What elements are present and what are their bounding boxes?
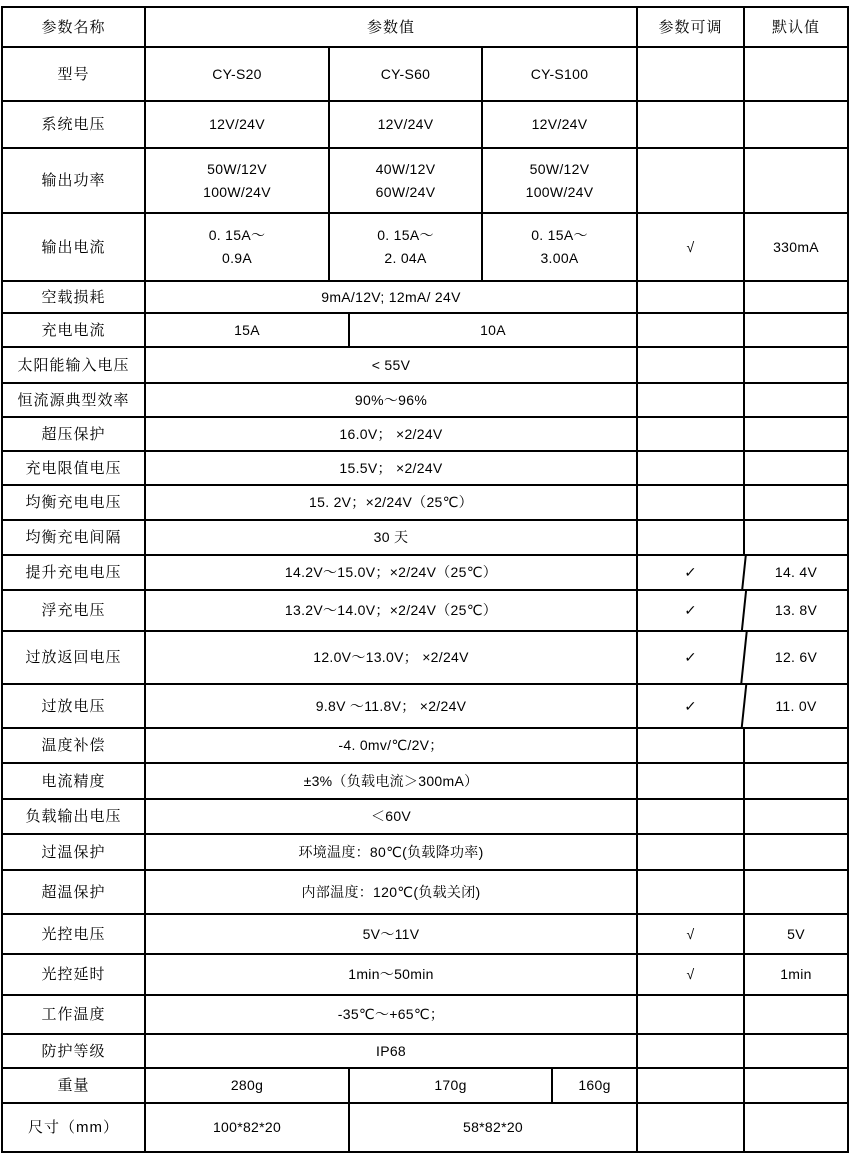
cell-param: 尺寸（mm） <box>3 1104 146 1151</box>
cell-default <box>745 348 847 382</box>
cell-param: 光控延时 <box>3 955 146 994</box>
table-row <box>3 1104 847 1151</box>
cell-param: 过放电压 <box>3 685 146 727</box>
cell-value-model-2 <box>330 149 483 212</box>
table-row <box>3 764 847 800</box>
cell-line: 100W/24V <box>203 183 271 200</box>
cell-adjustable <box>638 764 745 798</box>
cell-value-2: 10A <box>350 314 638 346</box>
cell-param: 输出功率 <box>3 149 146 212</box>
cell-value: 15. 2V；×2/24V（25℃） <box>146 486 638 519</box>
table-row <box>3 835 847 871</box>
cell-line: 40W/12V <box>375 160 436 177</box>
cell-default <box>745 149 847 212</box>
cell-adjustable: ✓ <box>636 556 746 589</box>
cell-default: 14. 4V <box>774 564 818 580</box>
table-row <box>3 685 847 729</box>
cell-param: 型号 <box>3 48 146 100</box>
cell-param: 系统电压 <box>3 102 146 147</box>
cell-default <box>745 996 847 1033</box>
cell-value-model-1: CY-S20 <box>146 48 330 100</box>
cell-default <box>745 764 847 798</box>
cell-value-2: 58*82*20 <box>350 1104 638 1151</box>
cell-value-model-3 <box>483 149 638 212</box>
cell-value-1: 15A <box>146 314 350 346</box>
cell-value: 12.0V～13.0V； ×2/24V <box>146 632 638 683</box>
cell-adjustable <box>638 384 745 416</box>
cell-default: 12. 6V <box>774 649 818 665</box>
table-row <box>3 48 847 102</box>
table-row <box>3 800 847 835</box>
cell-default <box>745 1104 847 1151</box>
cell-param: 充电限值电压 <box>3 452 146 484</box>
cell-adjustable: √ <box>638 955 745 994</box>
cell-param: 空载损耗 <box>3 282 146 312</box>
cell-param: 光控电压 <box>3 915 146 953</box>
table-row <box>3 384 847 418</box>
table-row <box>3 915 847 955</box>
cell-adjustable <box>638 452 745 484</box>
cell-param: 太阳能输入电压 <box>3 348 146 382</box>
cell-adjustable <box>638 102 745 147</box>
table-row <box>3 871 847 915</box>
table-row <box>3 556 847 591</box>
parameters-table <box>1 6 849 1153</box>
cell-line: 50W/12V <box>529 160 590 177</box>
cell-param: 过温保护 <box>3 835 146 869</box>
cell-value-1: 100*82*20 <box>146 1104 350 1151</box>
cell-value-model-2: CY-S60 <box>330 48 483 100</box>
cell-line: 0. 15A～ <box>531 227 588 243</box>
table-row <box>3 955 847 996</box>
table-row <box>3 1035 847 1069</box>
cell-default <box>745 521 847 554</box>
cell-value-model-1 <box>146 149 330 212</box>
cell-value-model-3 <box>483 214 638 280</box>
cell-value: 内部温度：120℃(负载关闭) <box>146 871 638 913</box>
cell-value-2: 170g <box>350 1069 553 1102</box>
cell-param: 均衡充电电压 <box>3 486 146 519</box>
cell-default <box>745 871 847 913</box>
cell-adjustable: √ <box>638 915 745 953</box>
cell-value-model-2: 12V/24V <box>330 102 483 147</box>
cell-param: 均衡充电间隔 <box>3 521 146 554</box>
cell-adjustable <box>638 418 745 450</box>
cell-value: 13.2V～14.0V；×2/24V（25℃） <box>146 591 638 630</box>
cell-line: 3.00A <box>540 250 579 266</box>
cell-adjustable: ✓ <box>636 591 747 630</box>
cell-adjustable <box>638 800 745 833</box>
cell-default <box>745 1035 847 1067</box>
cell-adjustable <box>638 1069 745 1102</box>
cell-value: 5V～11V <box>146 915 638 953</box>
cell-default: 5V <box>787 925 805 942</box>
cell-param: 过放返回电压 <box>3 632 146 683</box>
cell-value: 1min～50min <box>146 955 638 994</box>
cell-adjustable <box>638 1104 745 1151</box>
cell-adjustable <box>638 871 745 913</box>
header-cell-value: 参数值 <box>146 8 638 46</box>
table-row <box>3 452 847 486</box>
cell-value-model-1 <box>146 214 330 280</box>
table-row <box>3 521 847 556</box>
table-row <box>3 1069 847 1104</box>
cell-value: -35℃～+65℃； <box>146 996 638 1033</box>
cell-default <box>745 800 847 833</box>
cell-value-3: 160g <box>553 1069 638 1102</box>
table-row <box>3 591 847 632</box>
cell-default <box>745 486 847 519</box>
cell-default <box>745 384 847 416</box>
cell-line: 50W/12V <box>207 160 267 177</box>
cell-default: 330mA <box>773 238 819 255</box>
table-row <box>3 314 847 348</box>
cell-adjustable <box>638 282 745 312</box>
cell-default <box>745 729 847 762</box>
cell-adjustable <box>638 521 745 554</box>
cell-value: ＜60V <box>146 800 638 833</box>
cell-default <box>745 418 847 450</box>
cell-default <box>745 48 847 100</box>
table-row <box>3 996 847 1035</box>
cell-adjustable <box>638 48 745 100</box>
cell-value-model-3: CY-S100 <box>483 48 638 100</box>
cell-param: 浮充电压 <box>3 591 146 630</box>
cell-param: 恒流源典型效率 <box>3 384 146 416</box>
cell-line: 60W/24V <box>375 183 436 200</box>
cell-adjustable <box>638 996 745 1033</box>
cell-default: 13. 8V <box>774 602 818 618</box>
cell-adjustable: ✓ <box>636 685 747 727</box>
table-row <box>3 282 847 314</box>
cell-line: 100W/24V <box>525 183 594 200</box>
cell-default <box>745 452 847 484</box>
cell-adjustable <box>638 348 745 382</box>
table-row <box>3 149 847 214</box>
cell-value-model-1: 12V/24V <box>146 102 330 147</box>
cell-adjustable <box>638 486 745 519</box>
cell-default: 1min <box>780 966 812 982</box>
cell-adjustable: √ <box>638 214 745 280</box>
cell-value: 30 天 <box>146 521 638 554</box>
table-row <box>3 348 847 384</box>
cell-adjustable <box>638 729 745 762</box>
cell-value-model-3: 12V/24V <box>483 102 638 147</box>
cell-default <box>745 835 847 869</box>
cell-default <box>745 314 847 346</box>
cell-param: 电流精度 <box>3 764 146 798</box>
header-cell-param: 参数名称 <box>3 8 146 46</box>
cell-param: 重量 <box>3 1069 146 1102</box>
header-cell-default: 默认值 <box>771 18 820 36</box>
cell-param: 输出电流 <box>3 214 146 280</box>
cell-value: 15.5V； ×2/24V <box>146 452 638 484</box>
cell-adjustable: ✓ <box>635 632 747 683</box>
cell-adjustable <box>638 835 745 869</box>
cell-adjustable <box>638 149 745 212</box>
cell-param: 超温保护 <box>3 871 146 913</box>
cell-adjustable <box>638 1035 745 1067</box>
cell-value: ±3%（负载电流＞300mA） <box>146 764 638 798</box>
cell-adjustable <box>638 314 745 346</box>
table-row <box>3 418 847 452</box>
cell-default <box>745 1069 847 1102</box>
cell-line: 0. 15A～ <box>208 227 266 243</box>
cell-value: 90%～96% <box>146 384 638 416</box>
cell-value: 环境温度：80℃(负载降功率) <box>146 835 638 869</box>
cell-param: 防护等级 <box>3 1035 146 1067</box>
table-row <box>3 102 847 149</box>
cell-param: 工作温度 <box>3 996 146 1033</box>
cell-value-model-2 <box>330 214 483 280</box>
cell-value: 9.8V ～11.8V； ×2/24V <box>146 685 638 727</box>
cell-value: -4. 0mv/℃/2V； <box>146 729 638 762</box>
cell-param: 负载输出电压 <box>3 800 146 833</box>
cell-param: 提升充电电压 <box>3 556 146 589</box>
cell-value-1: 280g <box>146 1069 350 1102</box>
table-row <box>3 214 847 282</box>
cell-line: 0.9A <box>222 250 252 266</box>
cell-default <box>745 282 847 312</box>
cell-default: 11. 0V <box>775 697 817 714</box>
cell-line: 2. 04A <box>384 250 427 266</box>
cell-value: < 55V <box>146 348 638 382</box>
table-row <box>3 632 847 685</box>
cell-value: IP68 <box>146 1035 638 1067</box>
cell-value: 16.0V； ×2/24V <box>146 418 638 450</box>
cell-value: 9mA/12V; 12mA/ 24V <box>146 282 638 312</box>
table-row <box>3 729 847 764</box>
cell-line: 0. 15A～ <box>377 227 434 243</box>
cell-param: 充电电流 <box>3 314 146 346</box>
cell-default <box>745 102 847 147</box>
cell-param: 超压保护 <box>3 418 146 450</box>
cell-param: 温度补偿 <box>3 729 146 762</box>
header-row <box>3 8 847 48</box>
table-row <box>3 486 847 521</box>
header-cell-adjustable: 参数可调 <box>638 8 745 46</box>
cell-value: 14.2V～15.0V；×2/24V（25℃） <box>146 556 638 589</box>
